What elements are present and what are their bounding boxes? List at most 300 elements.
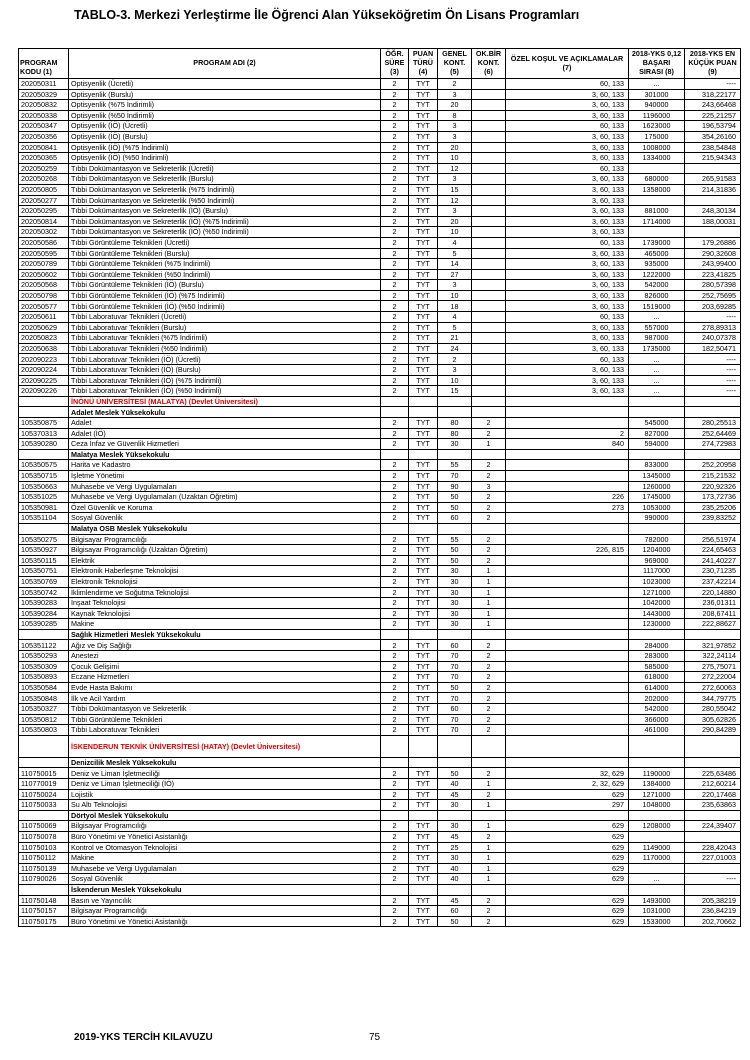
cell-duration: 2 <box>381 216 409 227</box>
cell-duration: 2 <box>381 576 409 587</box>
cell-top-student-quota: 2 <box>472 460 506 471</box>
cell-success-rank: 1533000 <box>629 916 685 927</box>
cell-top-student-quota: 2 <box>472 682 506 693</box>
cell-general-quota: 8 <box>438 110 472 121</box>
cell-success-rank: 1345000 <box>629 470 685 481</box>
table-row <box>19 513 741 524</box>
cell-duration: 2 <box>381 237 409 248</box>
table-row <box>19 470 741 481</box>
cell-duration: 2 <box>381 895 409 906</box>
table-row <box>19 248 741 259</box>
cell-duration: 2 <box>381 470 409 481</box>
cell-score-type: TYT <box>409 821 438 832</box>
cell-score-type: TYT <box>409 492 438 503</box>
cell-program-name: Tıbbi Dokümantasyon ve Sekreterlik <box>69 704 381 715</box>
table-row <box>19 800 741 811</box>
cell-general-quota <box>438 629 472 640</box>
cell-min-score: 188,00031 <box>685 216 741 227</box>
cell-min-score: 222,88627 <box>685 619 741 630</box>
cell-success-rank <box>629 227 685 238</box>
cell-score-type: TYT <box>409 576 438 587</box>
cell-min-score: 202,70662 <box>685 916 741 927</box>
cell-duration: 2 <box>381 248 409 259</box>
cell-score-type: TYT <box>409 131 438 142</box>
cell-special-conditions <box>506 619 629 630</box>
cell-top-student-quota <box>472 523 506 534</box>
cell-min-score: ---- <box>685 312 741 323</box>
cell-general-quota: 60 <box>438 906 472 917</box>
cell-score-type: TYT <box>409 343 438 354</box>
cell-min-score: 235,63863 <box>685 800 741 811</box>
cell-min-score: 272,22004 <box>685 672 741 683</box>
cell-special-conditions: 3, 60, 133 <box>506 184 629 195</box>
cell-program-code: 202050259 <box>19 163 69 174</box>
cell-success-rank: 1196000 <box>629 110 685 121</box>
cell-general-quota: 55 <box>438 460 472 471</box>
cell-score-type: TYT <box>409 789 438 800</box>
cell-min-score <box>685 863 741 874</box>
university-header-row <box>19 396 741 407</box>
cell-program-name: Tıbbi Görüntüleme Teknikleri (%50 İndirimli) <box>69 269 381 280</box>
cell-general-quota: 50 <box>438 502 472 513</box>
cell-program-code: 105350769 <box>19 576 69 587</box>
cell-success-rank: 1042000 <box>629 598 685 609</box>
cell-program-code: 110770019 <box>19 779 69 790</box>
cell-duration: 2 <box>381 800 409 811</box>
school-header-row <box>19 884 741 895</box>
cell-min-score: 272,60063 <box>685 682 741 693</box>
cell-success-rank: ... <box>629 79 685 90</box>
cell-duration: 2 <box>381 831 409 842</box>
cell-program-code: 202050577 <box>19 301 69 312</box>
cell-score-type: TYT <box>409 312 438 323</box>
cell-success-rank: 1048000 <box>629 800 685 811</box>
cell-score-type: TYT <box>409 619 438 630</box>
school-header-row <box>19 449 741 460</box>
cell-general-quota: 30 <box>438 587 472 598</box>
cell-program-name: Eczane Hizmetleri <box>69 672 381 683</box>
table-row <box>19 418 741 429</box>
cell-duration: 2 <box>381 853 409 864</box>
cell-success-rank: 990000 <box>629 513 685 524</box>
cell-general-quota: 45 <box>438 895 472 906</box>
cell-program-name: Optisyenlik (%50 İndirimli) <box>69 110 381 121</box>
cell-program-code: 105390285 <box>19 619 69 630</box>
cell-min-score: 274,72983 <box>685 439 741 450</box>
cell-special-conditions <box>506 661 629 672</box>
table-row <box>19 312 741 323</box>
cell-special-conditions: 60, 133 <box>506 237 629 248</box>
cell-top-student-quota: 3 <box>472 481 506 492</box>
cell-general-quota <box>438 757 472 768</box>
cell-program-name: Optisyenlik (İÖ) (Ücretli) <box>69 121 381 132</box>
cell-program-code: 202050629 <box>19 322 69 333</box>
cell-program-code: 105350715 <box>19 470 69 481</box>
cell-score-type: TYT <box>409 460 438 471</box>
cell-program-name: İskenderun Meslek Yüksekokulu <box>69 884 381 895</box>
cell-general-quota: 4 <box>438 237 472 248</box>
cell-top-student-quota: 2 <box>472 672 506 683</box>
cell-program-code: 202050823 <box>19 333 69 344</box>
cell-duration: 2 <box>381 206 409 217</box>
table-row <box>19 163 741 174</box>
cell-top-student-quota: 2 <box>472 704 506 715</box>
cell-score-type: TYT <box>409 842 438 853</box>
cell-program-name: Dörtyol Meslek Yüksekokulu <box>69 810 381 821</box>
cell-top-student-quota <box>472 301 506 312</box>
cell-program-code: 202050568 <box>19 280 69 291</box>
cell-program-code: 105350309 <box>19 661 69 672</box>
program-table <box>18 48 741 927</box>
cell-duration: 2 <box>381 640 409 651</box>
cell-success-rank: 1714000 <box>629 216 685 227</box>
cell-min-score: 280,25513 <box>685 418 741 429</box>
cell-score-type: TYT <box>409 365 438 376</box>
cell-score-type: TYT <box>409 640 438 651</box>
cell-general-quota: 15 <box>438 184 472 195</box>
cell-general-quota: 30 <box>438 576 472 587</box>
cell-general-quota: 40 <box>438 779 472 790</box>
cell-special-conditions: 3, 60, 133 <box>506 216 629 227</box>
cell-success-rank <box>629 523 685 534</box>
cell-general-quota: 27 <box>438 269 472 280</box>
table-row <box>19 906 741 917</box>
cell-success-rank: ... <box>629 312 685 323</box>
cell-success-rank <box>629 757 685 768</box>
cell-min-score: 227,01003 <box>685 853 741 864</box>
col-header-general-quota: GENEL KONT. (5) <box>438 49 472 79</box>
table-body <box>19 79 741 927</box>
cell-program-code: 202050805 <box>19 184 69 195</box>
cell-top-student-quota: 2 <box>472 555 506 566</box>
cell-success-rank: 594000 <box>629 439 685 450</box>
cell-duration: 2 <box>381 131 409 142</box>
cell-general-quota <box>438 523 472 534</box>
cell-duration: 2 <box>381 672 409 683</box>
cell-success-rank: 1053000 <box>629 502 685 513</box>
cell-min-score: 278,89313 <box>685 322 741 333</box>
cell-min-score: 196,53794 <box>685 121 741 132</box>
cell-program-name: Adalet (İÖ) <box>69 428 381 439</box>
cell-general-quota: 80 <box>438 418 472 429</box>
cell-score-type: TYT <box>409 227 438 238</box>
cell-program-code: 202050329 <box>19 89 69 100</box>
cell-min-score: ---- <box>685 375 741 386</box>
cell-top-student-quota <box>472 375 506 386</box>
cell-program-name: Tıbbi Dokümantasyon ve Sekreterlik (İÖ) (Burslu) <box>69 206 381 217</box>
cell-program-name: Tıbbi Laboratuvar Teknikleri (%50 İndirimli) <box>69 343 381 354</box>
cell-program-name: Tıbbi Görüntüleme Teknikleri <box>69 714 381 725</box>
cell-success-rank <box>629 407 685 418</box>
cell-program-name: Büro Yönetimi ve Yönetici Asistanlığı <box>69 831 381 842</box>
cell-program-code: 105350742 <box>19 587 69 598</box>
cell-program-name: Malatya OSB Meslek Yüksekokulu <box>69 523 381 534</box>
cell-top-student-quota <box>472 386 506 397</box>
cell-min-score: 205,38219 <box>685 895 741 906</box>
cell-duration: 2 <box>381 661 409 672</box>
cell-top-student-quota: 1 <box>472 566 506 577</box>
cell-program-name: Tıbbi Dokümantasyon ve Sekreterlik (%50 İndirimli) <box>69 195 381 206</box>
cell-general-quota: 10 <box>438 290 472 301</box>
col-header-success-rank: 2018-YKS 0,12 BAŞARI SIRASI (8) <box>629 49 685 79</box>
cell-score-type: TYT <box>409 259 438 270</box>
school-header-row <box>19 407 741 418</box>
cell-top-student-quota <box>472 163 506 174</box>
cell-special-conditions: 60, 133 <box>506 312 629 323</box>
table-row <box>19 428 741 439</box>
cell-general-quota: 24 <box>438 343 472 354</box>
cell-duration: 2 <box>381 259 409 270</box>
cell-duration: 2 <box>381 545 409 556</box>
cell-top-student-quota <box>472 269 506 280</box>
cell-program-name: Tıbbi Görüntüleme Teknikleri (Ücretli) <box>69 237 381 248</box>
cell-score-type: TYT <box>409 386 438 397</box>
cell-min-score <box>685 449 741 460</box>
cell-general-quota: 15 <box>438 386 472 397</box>
cell-top-student-quota <box>472 810 506 821</box>
cell-duration: 2 <box>381 110 409 121</box>
cell-program-code: 202050586 <box>19 237 69 248</box>
cell-program-code: 110750157 <box>19 906 69 917</box>
cell-success-rank: 680000 <box>629 174 685 185</box>
cell-top-student-quota <box>472 110 506 121</box>
cell-program-name: İNÖNÜ ÜNİVERSİTESİ (MALATYA) (Devlet Üniversitesi) <box>69 396 381 407</box>
cell-special-conditions: 3, 60, 133 <box>506 280 629 291</box>
cell-special-conditions <box>506 810 629 821</box>
cell-special-conditions: 629 <box>506 789 629 800</box>
cell-duration: 2 <box>381 79 409 90</box>
table-row <box>19 714 741 725</box>
cell-min-score: 243,99400 <box>685 259 741 270</box>
cell-duration <box>381 396 409 407</box>
table-row <box>19 237 741 248</box>
cell-special-conditions: 629 <box>506 842 629 853</box>
cell-min-score: 230,71235 <box>685 566 741 577</box>
cell-program-name: Anestezi <box>69 651 381 662</box>
cell-min-score: 238,54848 <box>685 142 741 153</box>
cell-score-type: TYT <box>409 672 438 683</box>
cell-program-code: 105350803 <box>19 725 69 736</box>
table-row <box>19 576 741 587</box>
cell-top-student-quota: 1 <box>472 576 506 587</box>
cell-min-score: 182,50471 <box>685 343 741 354</box>
cell-special-conditions: 3, 60, 133 <box>506 248 629 259</box>
cell-special-conditions: 629 <box>506 874 629 885</box>
cell-special-conditions: 60, 133 <box>506 121 629 132</box>
cell-duration: 2 <box>381 492 409 503</box>
cell-top-student-quota: 1 <box>472 587 506 598</box>
cell-program-name: Tıbbi Dokümantasyon ve Sekreterlik (Ücretli) <box>69 163 381 174</box>
cell-score-type: TYT <box>409 704 438 715</box>
cell-program-name: Malatya Meslek Yüksekokulu <box>69 449 381 460</box>
cell-success-rank <box>629 831 685 842</box>
cell-top-student-quota <box>472 735 506 757</box>
cell-program-code: 202050832 <box>19 100 69 111</box>
cell-general-quota: 50 <box>438 916 472 927</box>
cell-program-code: 202050356 <box>19 131 69 142</box>
cell-duration: 2 <box>381 598 409 609</box>
table-row <box>19 343 741 354</box>
table-row <box>19 619 741 630</box>
cell-general-quota: 30 <box>438 800 472 811</box>
cell-min-score <box>685 523 741 534</box>
cell-special-conditions <box>506 725 629 736</box>
cell-top-student-quota: 2 <box>472 545 506 556</box>
cell-success-rank: ... <box>629 386 685 397</box>
cell-program-code: 110790026 <box>19 874 69 885</box>
cell-program-name: Tıbbi Görüntüleme Teknikleri (Burslu) <box>69 248 381 259</box>
cell-program-code: 202050277 <box>19 195 69 206</box>
cell-top-student-quota <box>472 142 506 153</box>
cell-duration: 2 <box>381 333 409 344</box>
cell-program-name: Tıbbi Laboratuvar Teknikleri (%75 İndirimli) <box>69 333 381 344</box>
cell-general-quota <box>438 735 472 757</box>
cell-min-score: 290,32608 <box>685 248 741 259</box>
cell-min-score: 280,57398 <box>685 280 741 291</box>
cell-success-rank: 1271000 <box>629 789 685 800</box>
cell-top-student-quota: 2 <box>472 492 506 503</box>
cell-general-quota: 2 <box>438 354 472 365</box>
cell-duration: 2 <box>381 354 409 365</box>
cell-success-rank: 1149000 <box>629 842 685 853</box>
cell-special-conditions: 3, 60, 133 <box>506 206 629 217</box>
cell-general-quota: 12 <box>438 195 472 206</box>
table-row <box>19 269 741 280</box>
cell-success-rank: 1204000 <box>629 545 685 556</box>
cell-score-type: TYT <box>409 375 438 386</box>
col-header-program-code: PROGRAM KODU (1) <box>19 49 69 79</box>
cell-special-conditions <box>506 418 629 429</box>
cell-general-quota: 30 <box>438 821 472 832</box>
cell-special-conditions: 3, 60, 133 <box>506 174 629 185</box>
cell-program-code: 105351104 <box>19 513 69 524</box>
cell-program-name: Elektrik <box>69 555 381 566</box>
cell-min-score: 241,40227 <box>685 555 741 566</box>
cell-success-rank: 1008000 <box>629 142 685 153</box>
cell-program-name: Evde Hasta Bakımı <box>69 682 381 693</box>
cell-special-conditions <box>506 629 629 640</box>
cell-duration: 2 <box>381 184 409 195</box>
cell-general-quota: 80 <box>438 428 472 439</box>
cell-special-conditions: 3, 60, 133 <box>506 195 629 206</box>
cell-program-code: 105350812 <box>19 714 69 725</box>
table-row <box>19 821 741 832</box>
cell-program-name: Ceza İnfaz ve Güvenlik Hizmetleri <box>69 439 381 450</box>
table-row <box>19 174 741 185</box>
cell-success-rank <box>629 735 685 757</box>
cell-duration: 2 <box>381 428 409 439</box>
cell-score-type: TYT <box>409 237 438 248</box>
cell-score-type: TYT <box>409 322 438 333</box>
cell-score-type: TYT <box>409 79 438 90</box>
table-row <box>19 608 741 619</box>
cell-duration: 2 <box>381 375 409 386</box>
cell-min-score: ---- <box>685 365 741 376</box>
table-row <box>19 895 741 906</box>
cell-program-name: Bilgisayar Programcılığı <box>69 906 381 917</box>
cell-min-score: 223,41825 <box>685 269 741 280</box>
cell-general-quota: 70 <box>438 672 472 683</box>
cell-top-student-quota <box>472 290 506 301</box>
cell-top-student-quota <box>472 280 506 291</box>
cell-duration <box>381 407 409 418</box>
cell-top-student-quota <box>472 206 506 217</box>
cell-general-quota: 70 <box>438 714 472 725</box>
cell-score-type: TYT <box>409 280 438 291</box>
cell-success-rank: 940000 <box>629 100 685 111</box>
cell-program-name: Deniz ve Liman İşletmeciliği <box>69 768 381 779</box>
cell-top-student-quota <box>472 259 506 270</box>
cell-top-student-quota <box>472 248 506 259</box>
cell-program-code <box>19 735 69 757</box>
cell-program-code: 202050595 <box>19 248 69 259</box>
cell-program-name: Adalet Meslek Yüksekokulu <box>69 407 381 418</box>
cell-special-conditions: 3, 60, 133 <box>506 100 629 111</box>
cell-program-code: 202090226 <box>19 386 69 397</box>
table-row <box>19 142 741 153</box>
cell-special-conditions: 226 <box>506 492 629 503</box>
cell-success-rank: 1222000 <box>629 269 685 280</box>
cell-min-score: 265,91583 <box>685 174 741 185</box>
cell-program-name: Makine <box>69 853 381 864</box>
cell-score-type: TYT <box>409 439 438 450</box>
cell-special-conditions: 840 <box>506 439 629 450</box>
cell-program-code: 202050789 <box>19 259 69 270</box>
cell-program-code <box>19 407 69 418</box>
cell-min-score: 256,51974 <box>685 534 741 545</box>
cell-program-code: 202050347 <box>19 121 69 132</box>
cell-success-rank: 987000 <box>629 333 685 344</box>
cell-duration: 2 <box>381 682 409 693</box>
cell-program-code: 105350663 <box>19 481 69 492</box>
cell-duration: 2 <box>381 174 409 185</box>
cell-special-conditions <box>506 640 629 651</box>
cell-score-type: TYT <box>409 110 438 121</box>
cell-duration: 2 <box>381 513 409 524</box>
cell-special-conditions: 3, 60, 133 <box>506 110 629 121</box>
header-row <box>19 49 741 79</box>
cell-top-student-quota <box>472 121 506 132</box>
cell-general-quota: 4 <box>438 312 472 323</box>
cell-duration: 2 <box>381 153 409 164</box>
cell-duration <box>381 884 409 895</box>
cell-general-quota: 20 <box>438 216 472 227</box>
cell-success-rank: 1493000 <box>629 895 685 906</box>
cell-success-rank: 1384000 <box>629 779 685 790</box>
table-row <box>19 216 741 227</box>
cell-general-quota: 40 <box>438 863 472 874</box>
cell-special-conditions <box>506 693 629 704</box>
cell-special-conditions <box>506 396 629 407</box>
cell-success-rank: 1208000 <box>629 821 685 832</box>
cell-program-name: Büro Yönetimi ve Yönetici Asistanlığı <box>69 916 381 927</box>
cell-program-code: 105390284 <box>19 608 69 619</box>
cell-general-quota: 70 <box>438 661 472 672</box>
table-row <box>19 874 741 885</box>
cell-program-name: Tıbbi Laboratuvar Teknikleri (Ücretli) <box>69 312 381 323</box>
cell-duration: 2 <box>381 651 409 662</box>
cell-general-quota <box>438 810 472 821</box>
cell-program-code: 202050338 <box>19 110 69 121</box>
cell-min-score: 275,75071 <box>685 661 741 672</box>
cell-general-quota: 50 <box>438 682 472 693</box>
table-row <box>19 110 741 121</box>
cell-success-rank: 461000 <box>629 725 685 736</box>
cell-general-quota: 70 <box>438 693 472 704</box>
table-header <box>19 49 741 79</box>
cell-min-score: 225,63486 <box>685 768 741 779</box>
cell-program-code: 105351122 <box>19 640 69 651</box>
